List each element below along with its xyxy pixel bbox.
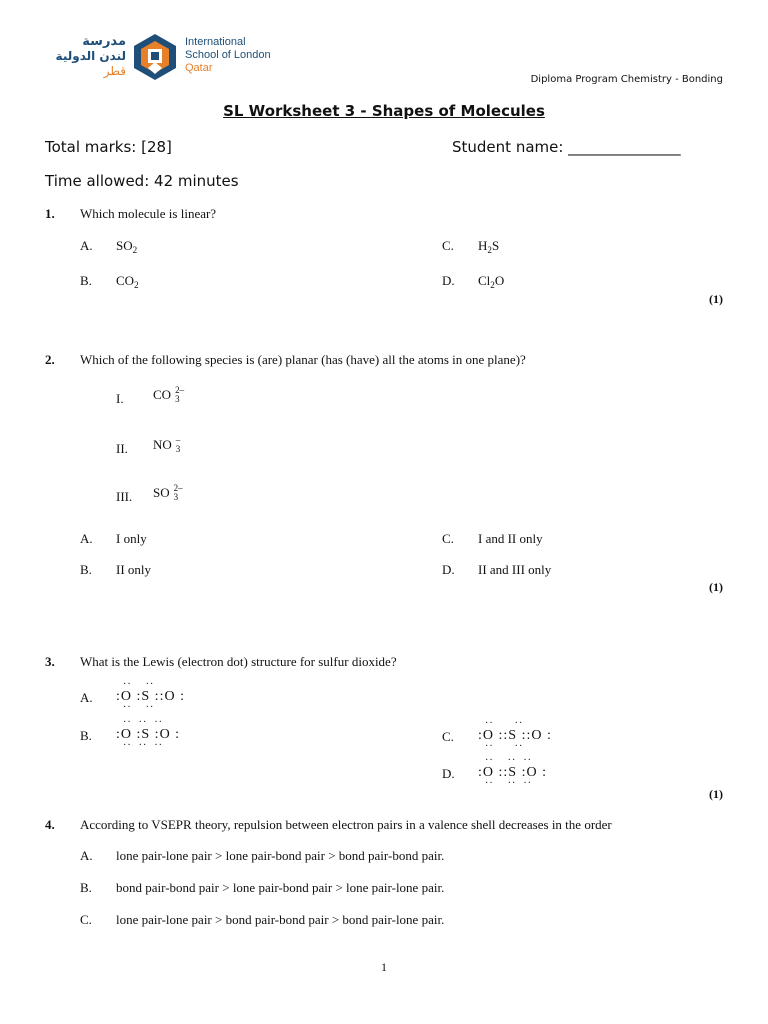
lone-pair-dots-top: ·· ··: [116, 679, 158, 690]
logo-arabic-line2: لندن الدولية: [55, 49, 126, 63]
q4-option-a[interactable]: lone pair-lone pair > lone pair-bond pair > bond pair-bond pair.: [116, 848, 445, 863]
q3-option-a[interactable]: [116, 681, 185, 711]
lone-pair-dots-bottom: ·· ··: [478, 741, 527, 752]
q3-option-c[interactable]: [478, 720, 552, 750]
lone-pair-dots-bottom: ·· ·· ··: [116, 740, 167, 751]
lewis-structure-c: :O ::S ::O :: [478, 728, 552, 743]
q1-option-c[interactable]: $H_2S$: [478, 238, 500, 255]
q2-option-a-letter: A.: [80, 531, 93, 546]
q3-option-d-letter: D.: [442, 766, 455, 781]
q2-option-b-letter: B.: [80, 562, 92, 577]
q2-species-1-roman: I.: [116, 391, 124, 406]
q1-option-b[interactable]: $CO_2$: [116, 273, 139, 290]
lone-pair-dots-top: ·· ··: [478, 718, 527, 729]
q3-option-a-letter: A.: [80, 690, 93, 705]
q4-option-c[interactable]: lone pair-lone pair > bond pair-bond pair > bond pair-lone pair.: [116, 912, 445, 927]
q2-species-2-roman: II.: [116, 441, 128, 456]
q2-species-3: SO 2– 3: [153, 483, 183, 502]
q4-number: 4.: [45, 817, 55, 832]
page-number: 1: [381, 960, 387, 974]
q2-species-2: NO – 3: [153, 435, 181, 454]
q1-option-d-letter: D.: [442, 273, 455, 288]
logo-english-line2: School of London: [185, 49, 271, 61]
q2-species-1: CO 2– 3: [153, 385, 185, 404]
lewis-structure-b: :O :S :O :: [116, 727, 181, 742]
logo-arabic-line3: قطر: [103, 64, 126, 78]
school-logo: [40, 30, 280, 86]
q3-text: What is the Lewis (electron dot) structure for sulfur dioxide?: [80, 654, 397, 669]
q2-species-3-roman: III.: [116, 489, 133, 504]
q4-option-b-letter: B.: [80, 880, 92, 895]
q2-text: Which of the following species is (are) planar (has (have) all the atoms in one plane)?: [80, 352, 526, 367]
q1-option-c-letter: C.: [442, 238, 454, 253]
q3-option-b-letter: B.: [80, 728, 92, 743]
q2-option-c[interactable]: I and II only: [478, 531, 543, 546]
worksheet-title: SL Worksheet 3 - Shapes of Molecules: [223, 102, 545, 120]
school-emblem-icon: [132, 32, 178, 82]
lone-pair-dots-top: ·· ·· ··: [478, 755, 536, 766]
q3-number: 3.: [45, 654, 55, 669]
q2-option-c-letter: C.: [442, 531, 454, 546]
logo-english-line1: International: [185, 36, 246, 48]
lewis-structure-a: :O :S ::O :: [116, 689, 185, 704]
lone-pair-dots-bottom: ·· ··: [116, 702, 158, 713]
q4-option-b[interactable]: bond pair-bond pair > lone pair-bond pair > lone pair-lone pair.: [116, 880, 445, 895]
q1-option-a-letter: A.: [80, 238, 93, 253]
q3-marks: (1): [709, 787, 723, 801]
q4-option-c-letter: C.: [80, 912, 92, 927]
time-allowed: Time allowed: 42 minutes: [45, 172, 239, 190]
q1-option-d[interactable]: $Cl_2O$: [478, 273, 505, 290]
q2-option-d-letter: D.: [442, 562, 455, 577]
q1-option-a[interactable]: $SO_2$: [116, 238, 138, 255]
q2-marks: (1): [709, 580, 723, 594]
lewis-structure-d: :O ::S :O :: [478, 765, 547, 780]
q2-option-d[interactable]: II and III only: [478, 562, 552, 577]
logo-arabic-line1: مدرسة: [82, 34, 126, 49]
q1-marks: (1): [709, 292, 723, 306]
q3-option-b[interactable]: [116, 719, 180, 749]
q2-number: 2.: [45, 352, 55, 367]
lone-pair-dots-bottom: ·· ·· ··: [478, 778, 536, 789]
q4-text: According to VSEPR theory, repulsion between electron pairs in a valence shell decreases in the order: [80, 817, 612, 832]
lone-pair-dots-top: ·· ·· ··: [116, 717, 167, 728]
q1-option-b-letter: B.: [80, 273, 92, 288]
q3-option-d[interactable]: [478, 757, 547, 787]
logo-english-line3: Qatar: [185, 62, 213, 74]
student-name-field[interactable]: Student name: _______________: [452, 138, 681, 156]
q4-option-a-letter: A.: [80, 848, 93, 863]
q3-option-c-letter: C.: [442, 729, 454, 744]
q1-text: Which molecule is linear?: [80, 206, 217, 221]
q2-option-a[interactable]: I only: [116, 531, 147, 546]
q2-option-b[interactable]: II only: [116, 562, 152, 577]
q1-number: 1.: [45, 206, 55, 221]
course-label: Diploma Program Chemistry - Bonding: [530, 74, 723, 85]
total-marks: Total marks: [28]: [45, 138, 172, 156]
